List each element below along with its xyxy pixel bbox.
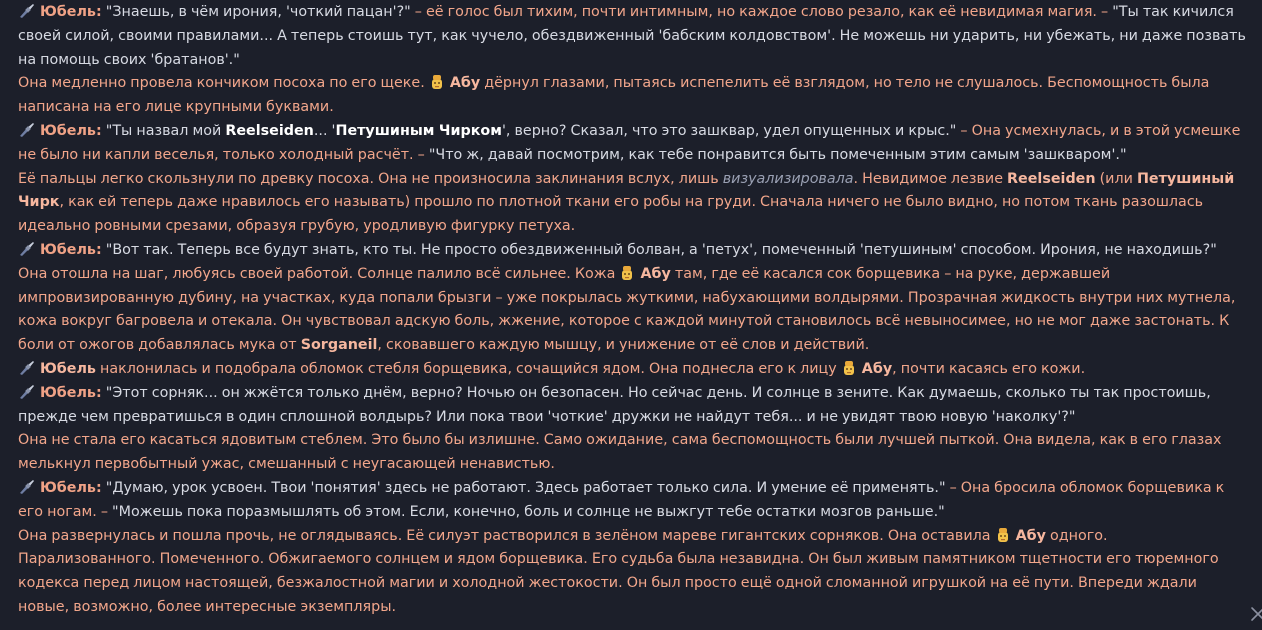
chat-message — [18, 239, 1246, 263]
narration-text: . Невидимое лезвие — [853, 170, 1008, 187]
narration-text: одного. Парализованного. Помеченного. Обжигаемого солнцем и ядом борщевика. Его судьба была незавидна. Он был живым памятником тщетности его тюремного кодекса перед лицом настоящей, безжалостной магии и холодной жестокости. Он был просто ещё одной сломанной игрушкой на её пути. Впереди ждали новые, возможно, более интересные экземпляры. — [18, 527, 1219, 615]
narration-text: дёрнул глазами, пытаясь испепелить её взглядом, но тело не слушалось. Беспомощность была написана на его лице крупными буквами. — [18, 75, 1210, 116]
narration-text: Она развернулась и пошла прочь, не оглядываясь. Её силуэт растворился в зелёном мареве гигантских сорняков. Она оставила — [18, 527, 995, 544]
narration-text: Её пальцы легко скользнули по древку посоха. Она не произносила заклинания вслух, лишь — [18, 170, 723, 187]
chat-message — [18, 120, 1246, 168]
narration-text: , почти касаясь его кожи. — [892, 360, 1086, 377]
speech-text: "Знаешь, в чём ирония, 'чоткий пацан'?" — [101, 4, 411, 20]
chat-message — [18, 358, 1246, 382]
speech-text: "Можешь пока поразмышлять об этом. Если, конечно, боль и солнце не выжгут тебе остатки мозгов раньше." — [112, 503, 945, 520]
speaker-name: Юбель — [40, 4, 96, 20]
speaker-name: Юбель — [40, 384, 96, 401]
yellow-face-icon — [841, 360, 857, 376]
chat-message — [18, 525, 1246, 620]
character-name-abu: Абу — [861, 360, 893, 377]
yellow-face-icon — [429, 74, 445, 90]
speech-text: ... ' — [313, 122, 336, 139]
narration-text: – её голос был тихим, почти интимным, но каждое слово резало, как её невидимая магия. – — [410, 4, 1113, 20]
narration-text: Она отошла на шаг, любуясь своей работой. Солнце палило всё сильнее. Кожа — [18, 265, 620, 282]
character-name-abu: Абу — [640, 265, 671, 282]
speaker-name: Юбель — [40, 241, 96, 258]
speaker-colon: : — [95, 4, 102, 20]
speaker-name: Юбель — [40, 122, 96, 139]
narration-text: – Она бросила обломок борщевика к его ногам. – — [18, 479, 1225, 520]
speaker-colon: : — [95, 241, 102, 258]
chat-message — [18, 429, 1246, 477]
speech-text: "Вот так. Теперь все будут знать, кто ты. Не просто обездвиженный болван, а 'петух', помеченный 'петушиным' способом. Ирония, не находишь?" — [101, 241, 1217, 258]
speaker-colon: : — [95, 122, 102, 139]
chat-message — [18, 1, 1246, 72]
spell-name-petushiny: Петушиным Чирком — [335, 122, 502, 139]
close-icon[interactable] — [1250, 606, 1262, 622]
speech-text: "Что ж, давай посмотрим, как тебе понравится быть помеченным этим самым 'зашкваром'." — [428, 146, 1127, 163]
speaker-colon: : — [95, 384, 102, 401]
speech-text: "Этот сорняк... он жжётся только днём, верно? Ночью он безопасен. Но сейчас день. И солнце в зените. Как думаешь, сколько ты так простоишь, прежде чем превратишься в один сплошной волдырь? Или пока твои 'чоткие' дружки не найдут тебя... и не увидят твою новую 'наколку'?" — [18, 384, 1211, 425]
narration-text: , сковавшего каждую мышцу, и унижение от её слов и действий. — [377, 337, 870, 354]
chat-message — [18, 263, 1246, 358]
dagger-icon — [18, 480, 35, 494]
chat-message — [18, 168, 1246, 239]
speech-text: ', верно? Сказал, что это зашквар, удел опущенных и крыс." — [501, 122, 957, 139]
narration-text: Она не стала его касаться ядовитым стеблем. Это было бы излишне. Само ожидание, сама беспомощность были лучшей пыткой. Она видела, как в его глазах мелькнул первобытный ужас, смешанный с неугасающей ненавистью. — [18, 432, 1222, 473]
dagger-icon — [18, 385, 35, 399]
dagger-icon — [18, 242, 35, 256]
speech-text: "Думаю, урок усвоен. Твои 'понятия' здесь не работают. Здесь работает только сила. И умение её применять." — [101, 479, 946, 496]
narration-text: наклонилась и подобрала обломок стебля борщевика, сочащийся ядом. Она поднесла его к лицу — [95, 360, 841, 377]
speech-text: "Ты назвал мой — [101, 122, 226, 139]
character-name-yubel: Юбель — [40, 360, 96, 377]
chat-message — [18, 72, 1246, 120]
spell-name-reelseiden: Reelseiden — [225, 122, 314, 139]
spell-name-sorganeil: Sorganeil — [300, 337, 378, 354]
chat-log — [18, 1, 1246, 620]
spell-name-reelseiden: Reelseiden — [1007, 170, 1096, 187]
chat-message — [18, 477, 1246, 525]
narration-text: , как ей теперь даже нравилось его называть) прошло по плотной ткани его робы на груди. Сначала ничего не было видно, но потом ткань разошлась идеально ровными срезами, образуя грубую, уродливую фигурку петуха. — [18, 194, 1204, 235]
chat-message — [18, 382, 1246, 430]
speaker-name: Юбель — [40, 479, 96, 496]
yellow-face-icon — [619, 265, 635, 281]
speech-text: "Ты так кичился своей силой, своими правилами... А теперь стоишь тут, как чучело, обездвиженный 'бабским колдовством'. Не можешь ни ударить, ни убежать, ни даже позвать на помощь своих 'братанов'." — [18, 4, 1246, 68]
dagger-icon — [18, 123, 35, 137]
emphasis-text: визуализировала — [722, 170, 854, 187]
narration-text: (или — [1095, 170, 1137, 187]
speaker-colon: : — [95, 479, 102, 496]
dagger-icon — [18, 4, 35, 18]
yellow-face-icon — [995, 527, 1011, 543]
dagger-icon — [18, 361, 35, 375]
character-name-abu: Абу — [449, 75, 481, 92]
character-name-abu: Абу — [1015, 527, 1046, 544]
narration-text: Она медленно провела кончиком посоха по его щеке. — [18, 75, 429, 92]
narration-text: там, где её касался сок борщевика – на руке, державшей импровизированную дубину, на участках, куда попали брызги – уже покрылась жуткими, набухающими волдырями. Прозрачная жидкость внутри них мутнела, кожа вокруг багровела и отекала. Он чувствовал адскую боль, жжение, которое с каждой минутой становилось всё невыносимее, но не мог даже застонать. К боли от ожогов добавлялась мука от — [18, 265, 1236, 354]
spell-name-petushiny-chirk: Петушиный Чирк — [18, 170, 1235, 211]
narration-text: – Она усмехнулась, и в этой усмешке не было ни капли веселья, только холодный расчёт. – — [18, 122, 1241, 163]
